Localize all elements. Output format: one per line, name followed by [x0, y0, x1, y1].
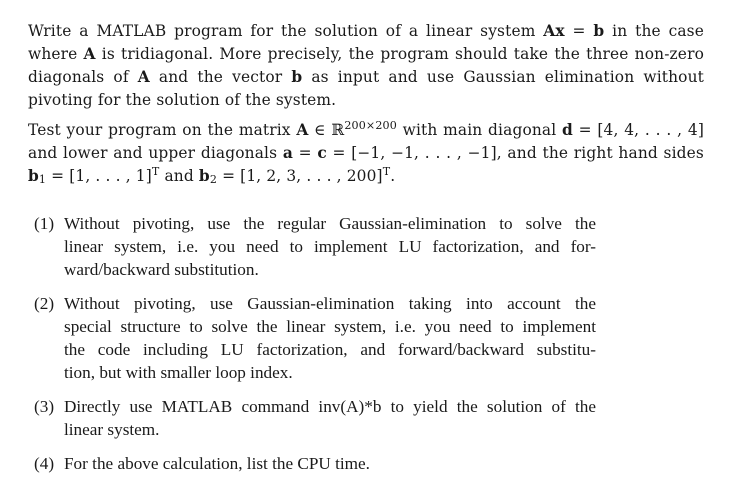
- matlab-name: MATLAB: [96, 22, 167, 40]
- task-number: (4): [34, 454, 55, 473]
- math-b: b: [291, 68, 303, 86]
- math-c: c: [317, 144, 327, 162]
- task-text: For the above calculation, list the CPU time.: [64, 454, 370, 473]
- math-A: A: [83, 45, 96, 63]
- intro-line: Write a MATLAB program for the solution of a linear system Ax = b in the case: [28, 22, 704, 40]
- task-number: (2): [34, 294, 55, 313]
- task-item-4: [34, 452, 596, 475]
- math-b: b: [593, 22, 605, 40]
- task-number: (3): [34, 397, 55, 416]
- intro-line: diagonals of A and the vector b as input and use Gaussian elimination without: [28, 68, 704, 86]
- intro-paragraph: [28, 20, 704, 112]
- math-b1: b: [28, 167, 39, 185]
- math-d: d: [562, 121, 573, 139]
- task-number: (1): [34, 214, 55, 233]
- task-item-2: [34, 292, 596, 384]
- test-line: Test your program on the matrix A ∈ ℝ$^{200\times 200}$ with main diagonal d = [4, 4, . . . , 4]: [28, 118, 704, 139]
- math-a: a: [282, 144, 293, 162]
- task-item-3: [34, 395, 596, 441]
- matrix-size: 200×200: [344, 118, 397, 132]
- test-line: $b_1 = [1$, . . . , 1]$^T$ and $b_2 = [1$, 2, 3, . . . , 200]$^T$.: [28, 164, 396, 187]
- task-text: Without pivoting, use Gaussian-elimination taking into account the special structure to solve the linear system, i.e. you need to implement the code including LU factorization, and forward/backward substitu- tion, but with smaller loop index.: [64, 294, 596, 382]
- task-text: Without pivoting, use the regular Gaussian-elimination to solve the linear system, i.e. you need to implement LU factorization, and for- ward/backward substitution.: [64, 214, 596, 279]
- test-line: and lower and upper diagonals a = c = [−1, −1, . . . , −1], and the right hand sides: [28, 144, 704, 162]
- task-list: [34, 212, 596, 486]
- math-A: A: [137, 68, 150, 86]
- task-item-1: [34, 212, 596, 281]
- intro-line: pivoting for the solution of the system.: [28, 91, 337, 109]
- intro-line: where A is tridiagonal. More precisely, the program should take the three non-zero: [28, 45, 704, 63]
- math-Ax: Ax: [543, 22, 565, 40]
- math-b2: b: [198, 167, 210, 185]
- test-paragraph: [28, 119, 704, 188]
- math-A: A: [296, 121, 309, 139]
- task-text: Directly use MATLAB command inv(A)*b to yield the solution of the linear system.: [64, 397, 596, 439]
